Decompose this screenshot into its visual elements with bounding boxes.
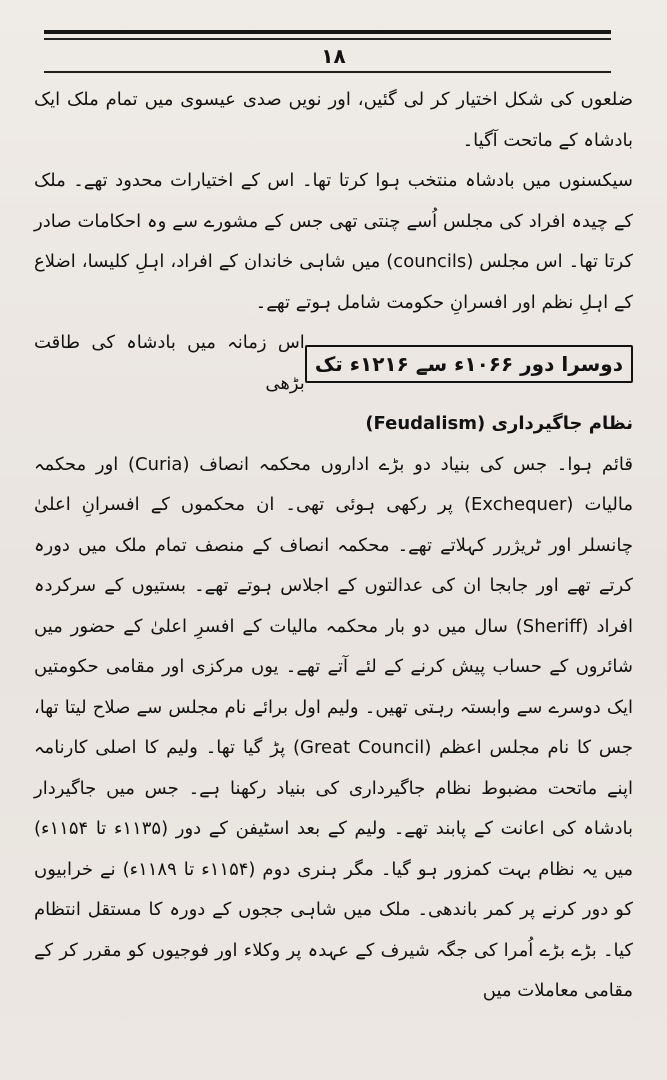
paragraph-1: ضلعوں کی شکل اختیار کر لی گئیں، اور نویں صدی عیسوی میں تمام ملک ایک بادشاہ کے ماتحت آگیا۔	[34, 89, 633, 151]
section-heading: دوسرا دور ۱۰۶۶ء سے ۱۲۱۶ء تک	[305, 345, 633, 383]
header-bottom-rule	[44, 71, 611, 73]
feudalism-subheading: نظام جاگیرداری (Feudalism)	[365, 413, 633, 434]
top-rule-thin	[44, 38, 611, 40]
section-heading-suffix: اس زمانہ میں بادشاہ کی طاقت بڑھی	[34, 332, 305, 394]
page-number: ۱۸	[321, 44, 346, 68]
paragraph-2: سیکسنوں میں بادشاہ منتخب ہوا کرتا تھا۔ اس کے اختیارات محدود تھے۔ ملک کے چیدہ افراد کی مجلس اُسے چنتی تھی جس کے مشورے سے وہ احکامات صادر کرتا تھا۔ اس مجلس (councils) میں شاہی خاندان کے افراد، اہلِ کلیسا، اضلاع کے اہلِ نظم اور افسرانِ حکومت شامل ہوتے تھے۔	[34, 170, 633, 313]
section-heading-line	[34, 323, 633, 404]
page-content	[34, 80, 633, 1062]
section-body: قائم ہوا۔ جس کی بنیاد دو بڑے اداروں محکمہ انصاف (Curia) اور محکمہ مالیات (Exchequer) پر رکھی ہوئی تھی۔ ان محکموں کے افسرانِ اعلیٰ چانسلر اور ٹریژرر کہلاتے تھے۔ محکمہ انصاف کے منصف تمام ملک میں دورہ کرتے تھے اور جابجا ان کی عدالتوں کے اجلاس ہوتے تھے۔ بستیوں کے سرکردہ افراد (Sheriff) سال میں دو بار محکمہ مالیات کے افسرِ اعلیٰ کے حضور میں شائروں کے حساب پیش کرنے کے لئے آتے تھے۔ یوں مرکزی اور مقامی حکومتیں ایک دوسرے سے وابستہ رہتی تھیں۔ ولیم اول برائے نام مجلس سے صلاح لیتا تھا، جس کا نام مجلس اعظم (Great Council) پڑ گیا تھا۔ ولیم کا اصلی کارنامہ اپنے ماتحت مضبوط نظام جاگیرداری کی بنیاد رکھنا ہے۔ جس میں جاگیردار بادشاہ کی اعانت کے پابند تھے۔ ولیم کے بعد اسٹیفن کے دور (۱۱۳۵ء تا ۱۱۵۴ء) میں یہ نظام بہت کمزور ہو گیا۔ مگر ہنری دوم (۱۱۵۴ء تا ۱۱۸۹ء) نے خرابیوں کو دور کرنے پر کمر باندھی۔ ملک میں شاہی ججوں کے دورہ کا مستقل انتظام کیا۔ بڑے بڑے اُمرا کی جگہ شیرف کے عہدہ پر وکلاء اور فوجیوں کو مقرر کر کے مقامی معاملات میں	[34, 453, 634, 1001]
top-rule	[44, 30, 611, 40]
